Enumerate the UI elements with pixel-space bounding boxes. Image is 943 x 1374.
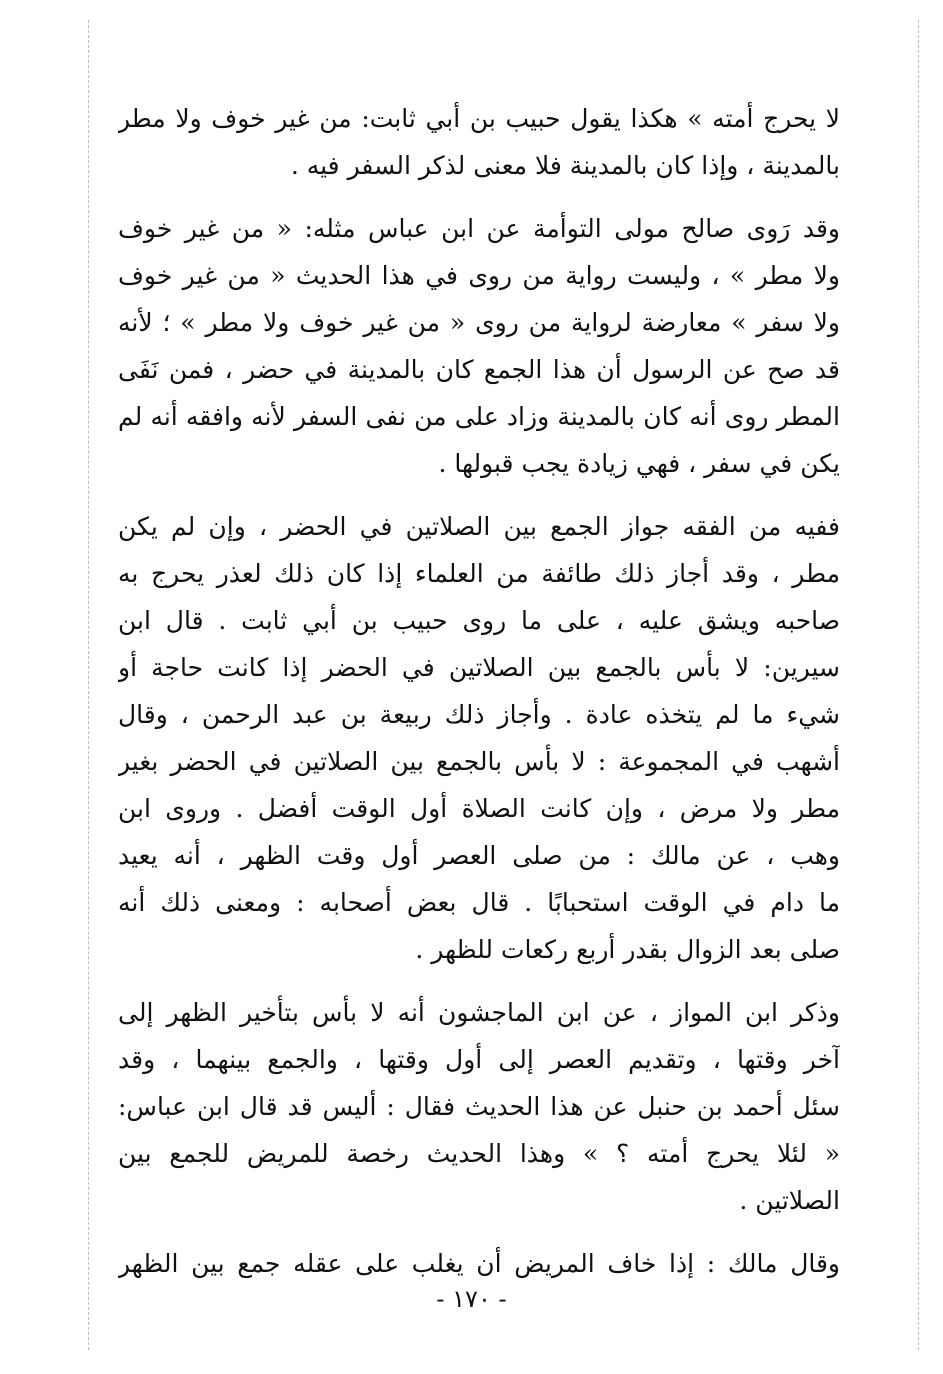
text-line: « لئلا يحرج أمته ؟ » وهذا الحديث رخصة للمريض للجمع بين [118, 1139, 840, 1168]
text-line: وقد رَوى صالح مولى التوأمة عن ابن عباس مثله: « من غير خوف [118, 214, 840, 243]
text-line: لا يحرج أمته » هكذا يقول حبيب بن أبي ثابت: من غير خوف ولا مطر [118, 104, 840, 133]
text-line: ولا مطر » ، وليست رواية من روى في هذا الحديث « من غير خوف [118, 261, 840, 290]
text-line: ما دام في الوقت استحبابًا . قال بعض أصحابه : ومعنى ذلك أنه [118, 888, 840, 917]
text-line: ففيه من الفقه جواز الجمع بين الصلاتين في الحضر ، وإن لم يكن [118, 512, 840, 541]
scan-edge-line-left [88, 20, 90, 1350]
paragraph-3 [118, 503, 840, 973]
scan-edge-line-right [918, 20, 920, 1350]
paragraph-4 [118, 989, 840, 1224]
paragraph-1 [118, 95, 840, 189]
paragraph-5 [118, 1240, 840, 1287]
body-text [118, 95, 840, 1303]
text-line: أشهب في المجموعة : لا بأس بالجمع بين الصلاتين في الحضر بغير [118, 747, 840, 776]
text-line: يكن في سفر ، فهي زيادة يجب قبولها . [438, 449, 840, 478]
text-line: المطر روى أنه كان بالمدينة وزاد على من نفى السفر لأنه وافقه أنه لم [118, 402, 840, 431]
paragraph-2 [118, 205, 840, 487]
text-line: بالمدينة ، وإذا كان بالمدينة فلا معنى لذكر السفر فيه . [290, 151, 840, 180]
text-line: مطر ، وقد أجاز ذلك طائفة من العلماء إذا كان ذلك لعذر يحرج به [118, 559, 840, 588]
text-line: مطر ولا مرض ، وإن كانت الصلاة أول الوقت أفضل . وروى ابن [118, 794, 840, 823]
text-line: سيرين: لا بأس بالجمع بين الصلاتين في الحضر إذا كانت حاجة أو [118, 653, 840, 682]
text-line: الصلاتين . [739, 1186, 840, 1215]
text-line: سئل أحمد بن حنبل عن هذا الحديث فقال : أليس قد قال ابن عباس: [118, 1092, 840, 1121]
text-line: صلى بعد الزوال بقدر أربع ركعات للظهر . [415, 935, 840, 964]
text-line: وذكر ابن المواز ، عن ابن الماجشون أنه لا بأس بتأخير الظهر إلى [118, 998, 840, 1027]
text-line: وقال مالك : إذا خاف المريض أن يغلب على عقله جمع بين الظهر [118, 1249, 840, 1278]
page-number: - ١٧٠ - [436, 1285, 507, 1313]
text-line: ولا سفر » معارضة لرواية من روى « من غير خوف ولا مطر » ؛ لأنه [118, 308, 840, 337]
text-line: شيء ما لم يتخذه عادة . وأجاز ذلك ربيعة بن عبد الرحمن ، وقال [118, 700, 840, 729]
text-line: آخر وقتها ، وتقديم العصر إلى أول وقتها ، والجمع بينهما ، وقد [118, 1045, 840, 1074]
text-line: قد صح عن الرسول أن هذا الجمع كان بالمدينة في حضر ، فمن نَفَى [118, 355, 840, 384]
text-line: وهب ، عن مالك : من صلى العصر أول وقت الظهر ، أنه يعيد [118, 841, 840, 870]
text-line: صاحبه ويشق عليه ، على ما روى حبيب بن أبي ثابت . قال ابن [118, 606, 840, 635]
